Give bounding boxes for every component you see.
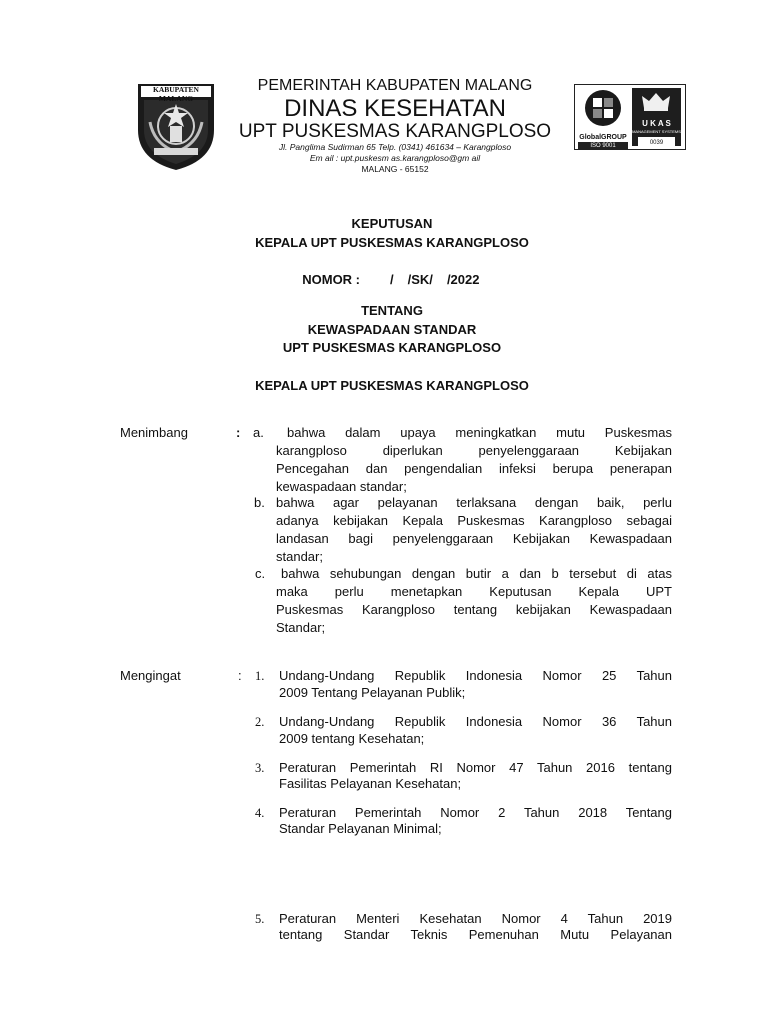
decree-issuer: KEPALA UPT PUSKESMAS KARANGPLOSO <box>255 235 529 250</box>
menimbang-a-line-1: bahwa dalam upaya meningkatkan mutu Puskesmas <box>287 425 672 440</box>
iso-label: ISO 9001 <box>578 142 628 150</box>
menimbang-marker-a: a. <box>253 425 264 440</box>
decree-head: KEPALA UPT PUSKESMAS KARANGPLOSO <box>255 378 529 393</box>
menimbang-b-line-3: landasan bagi penyelenggaraan Kebijakan Kewaspadaan <box>276 531 672 546</box>
mengingat-3-line-1: Peraturan Pemerintah RI Nomor 47 Tahun 2016 tentang <box>279 760 672 775</box>
menimbang-b-line-2: adanya kebijakan Kepala Puskesmas Karangploso sebagai <box>276 513 672 528</box>
mengingat-4-line-2: Standar Pelayanan Minimal; <box>279 821 442 836</box>
ukas-code: 0039 <box>638 137 675 149</box>
mengingat-colon: : <box>238 668 242 683</box>
email-line: Em ail : upt.puskesm as.karangploso@gm ail <box>309 153 481 163</box>
menimbang-b-line-4: standar; <box>276 549 323 564</box>
mengingat-marker-4: 4. <box>255 806 265 820</box>
menimbang-colon: : <box>236 425 241 440</box>
menimbang-a-line-4: kewaspadaan standar; <box>276 479 407 494</box>
decree-number <box>295 253 535 289</box>
mengingat-marker-1: 1. <box>255 669 265 683</box>
government-name: PEMERINTAH KABUPATEN MALANG <box>257 77 533 94</box>
menimbang-marker-c: c. <box>255 566 266 581</box>
decree-subject-1: KEWASPADAAN STANDAR <box>307 322 477 337</box>
globalgroup-label: GlobalGROUP <box>579 134 627 141</box>
menimbang-a-line-3: Pencegahan dan pengendalian infeksi berupa penerapan <box>276 461 672 476</box>
office-name: DINAS KESEHATAN <box>284 95 506 122</box>
menimbang-c-line-2: maka perlu menetapkan Keputusan Kepala UPT <box>276 584 672 599</box>
mengingat-1-line-2: 2009 Tentang Pelayanan Publik; <box>279 685 466 700</box>
menimbang-c-line-4: Standar; <box>276 620 326 635</box>
menimbang-marker-b: b. <box>254 495 265 510</box>
mengingat-label: Mengingat <box>120 668 181 683</box>
globalgroup-icon <box>578 88 628 128</box>
mengingat-1-line-1: Undang-Undang Republik Indonesia Nomor 25 Tahun <box>279 668 672 683</box>
mengingat-5-line-1: Peraturan Menteri Kesehatan Nomor 4 Tahun 2019 <box>279 911 672 926</box>
menimbang-a-line-2: karangploso diperlukan penyelenggaraan Kebijakan <box>276 443 672 458</box>
decree-about: TENTANG <box>361 303 423 318</box>
mengingat-5-line-2: tentang Standar Teknis Pemenuhan Mutu Pelayanan <box>279 927 672 942</box>
globalgroup-logo <box>578 88 628 149</box>
ukas-logo <box>632 88 681 146</box>
decree-subject-2: UPT PUSKESMAS KARANGPLOSO <box>282 340 502 355</box>
emblem-caption: KABUPATEN MALANG <box>153 85 199 103</box>
menimbang-b-line-1: bahwa agar pelayanan terlaksana dengan baik, perlu <box>276 495 672 510</box>
number-slash: / <box>390 272 394 287</box>
ukas-label: U K A S <box>642 119 671 128</box>
mengingat-marker-3: 3. <box>255 761 265 775</box>
certification-box <box>574 84 686 150</box>
mengingat-2-line-2: 2009 tentang Kesehatan; <box>279 731 425 746</box>
ukas-sub-label: MANAGEMENT SYSTEMS <box>632 129 681 134</box>
menimbang-c-line-3: Puskesmas Karangploso tentang kebijakan Kewaspadaan <box>276 602 672 617</box>
menimbang-c-line-1: bahwa sehubungan dengan butir a dan b tersebut di atas <box>281 566 672 581</box>
address-line: Jl. Panglima Sudirman 65 Telp. (0341) 461634 – Karangploso <box>278 142 512 152</box>
number-year: /2022 <box>446 272 480 287</box>
mengingat-marker-2: 2. <box>255 715 265 729</box>
number-label: NOMOR : <box>302 272 361 287</box>
unit-name: UPT PUSKESMAS KARANGPLOSO <box>238 121 552 142</box>
number-sk: /SK/ <box>407 272 433 287</box>
city-line: MALANG - 65152 <box>361 164 429 174</box>
mengingat-4-line-1: Peraturan Pemerintah Nomor 2 Tahun 2018 Tentang <box>279 805 672 820</box>
mengingat-marker-5: 5. <box>255 912 265 926</box>
mengingat-3-line-2: Fasilitas Pelayanan Kesehatan; <box>279 776 462 791</box>
crown-icon <box>632 88 681 114</box>
decree-title: KEPUTUSAN <box>351 216 433 231</box>
menimbang-label: Menimbang <box>120 425 188 440</box>
mengingat-2-line-1: Undang-Undang Republik Indonesia Nomor 36 Tahun <box>279 714 672 729</box>
